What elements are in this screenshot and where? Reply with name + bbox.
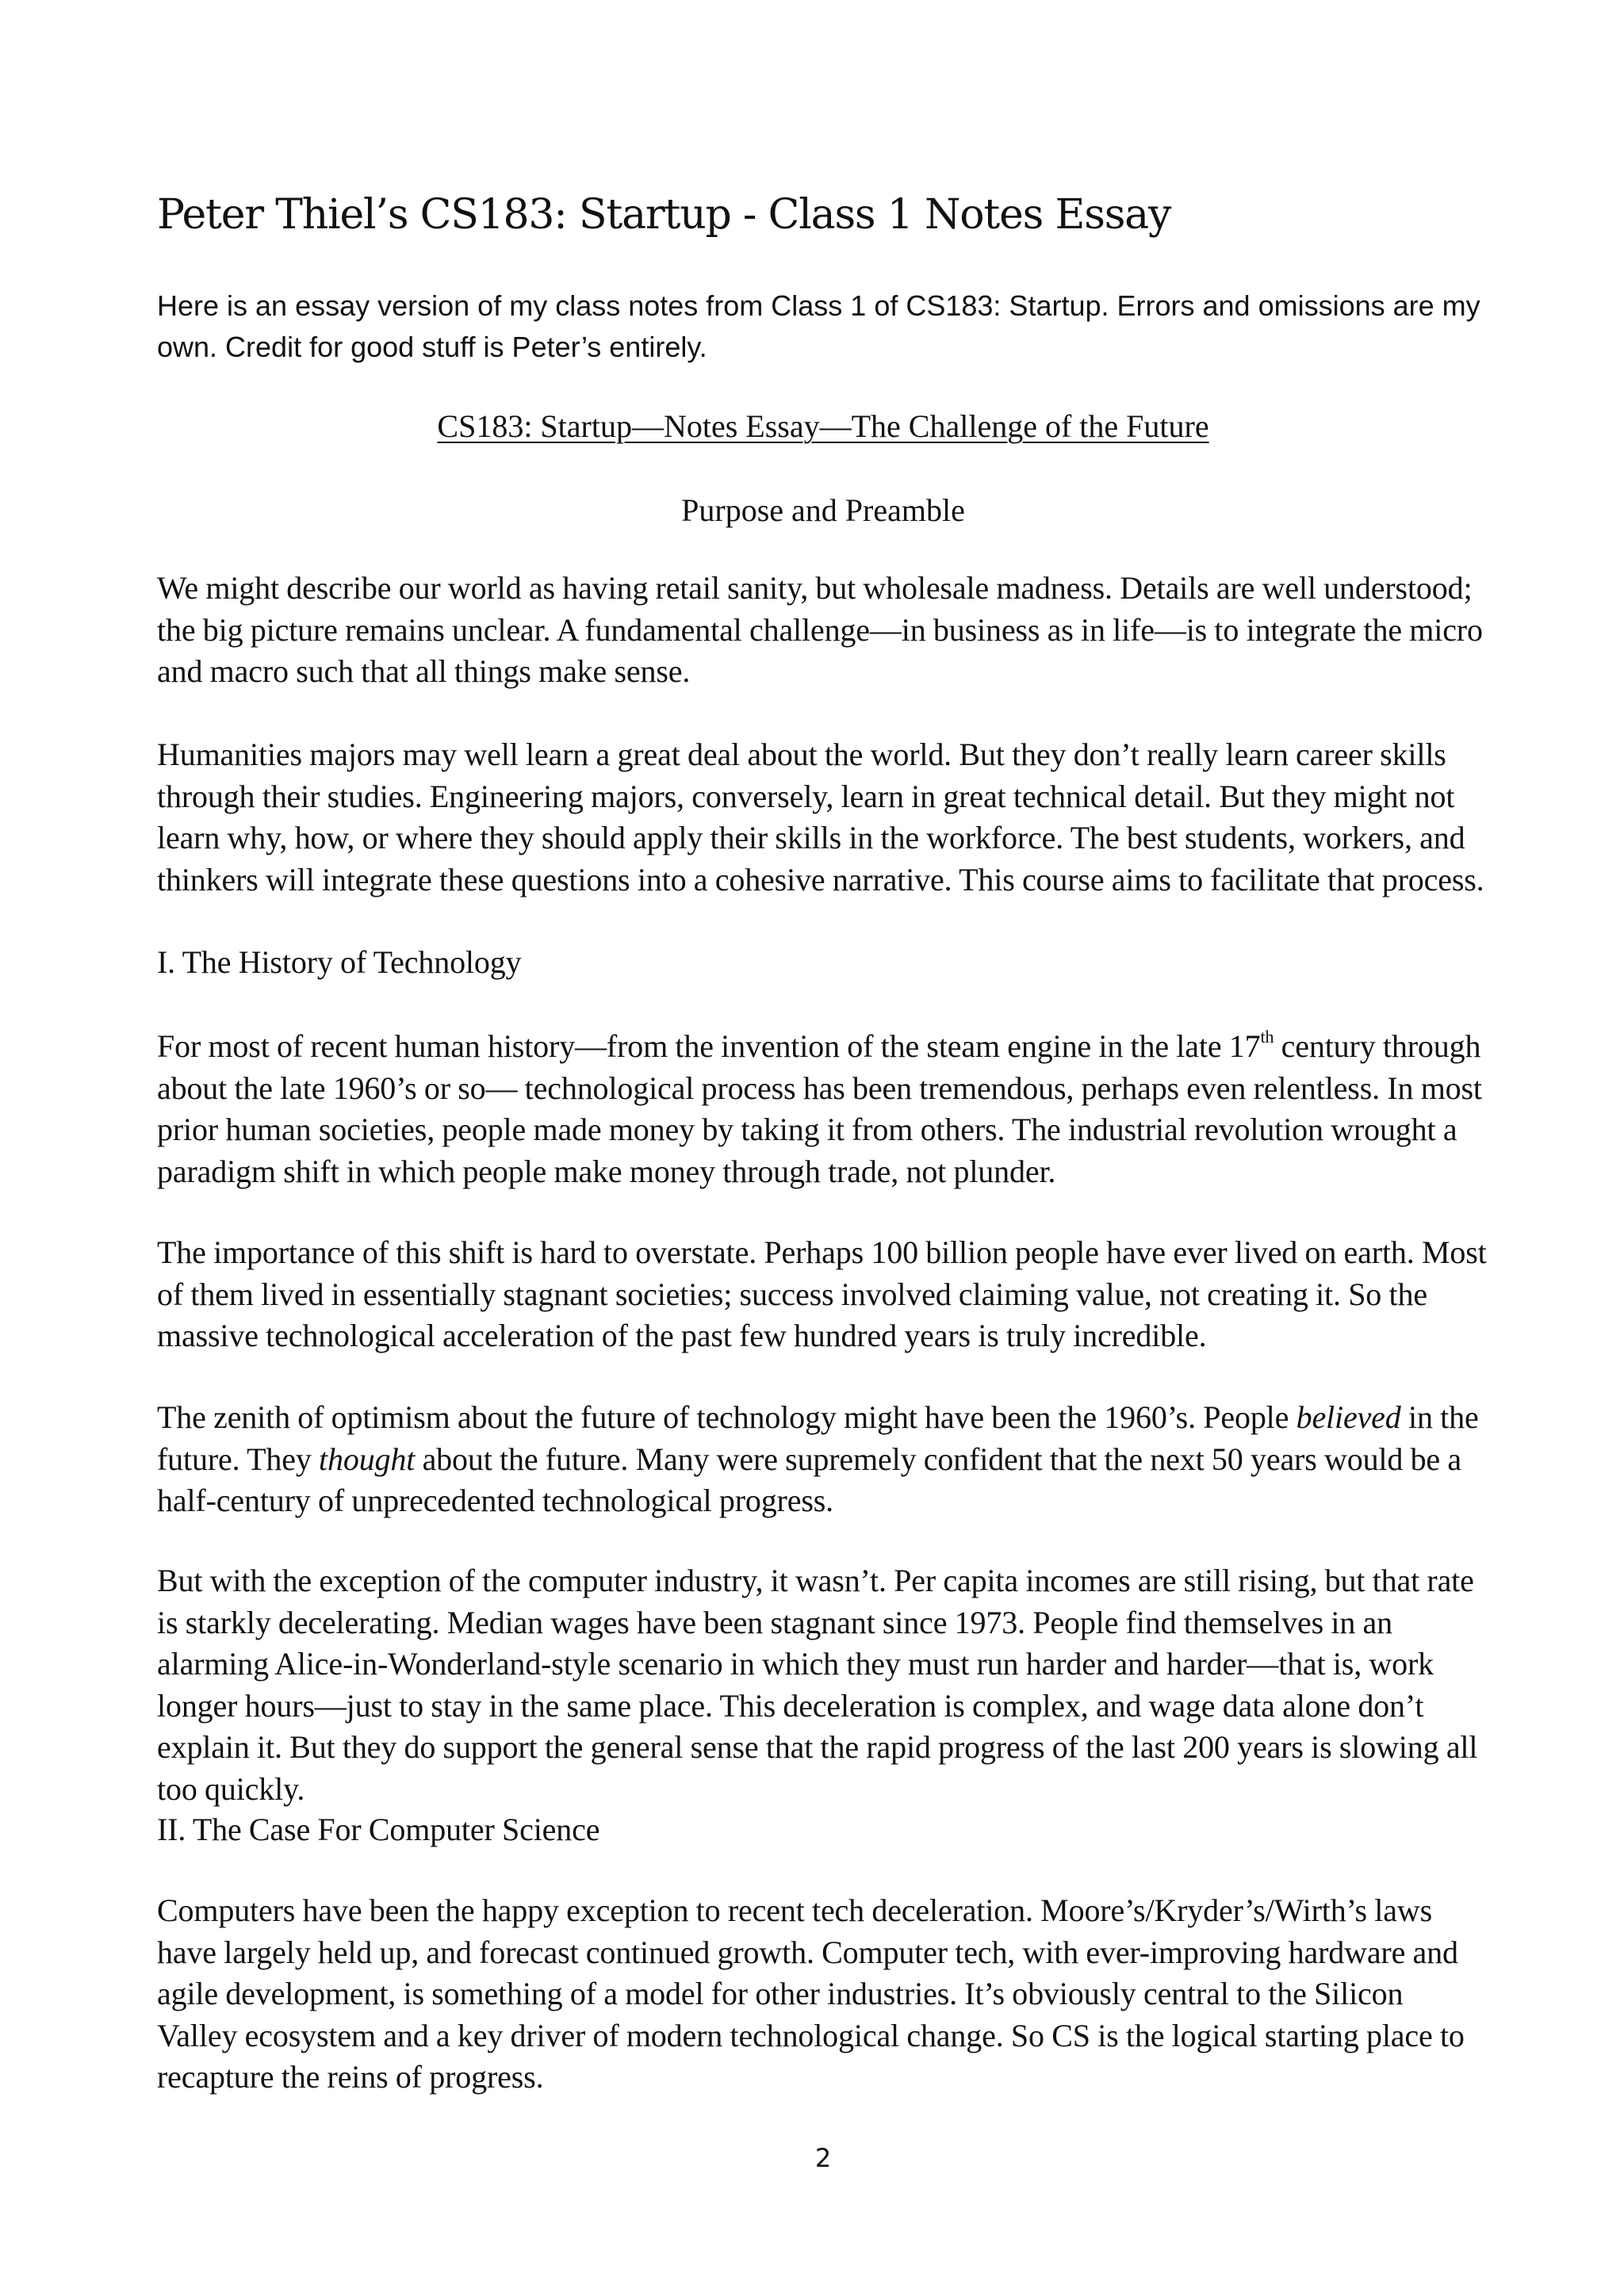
- paragraph-text-part: in the future. They: [157, 1399, 1479, 1477]
- paragraph-computers-happy-exception: [157, 1890, 1489, 2099]
- essay-heading: CS183: Startup—Notes Essay—The Challenge of the Future: [437, 408, 1209, 444]
- paragraph-text-part: about the future. Many were supremely confident that the next 50 years would be a half-century of unprecedented technological progress.: [157, 1441, 1461, 1518]
- superscript-ordinal: th: [1260, 1027, 1274, 1047]
- paragraph-text-part: For most of recent human history—from the invention of the steam engine in the late 17: [157, 1028, 1261, 1064]
- intro-paragraph: Here is an essay version of my class notes from Class 1 of CS183: Startup. Errors and omissions are my own. Credit for good stuff is Peter’s entirely.: [157, 289, 1480, 363]
- page-number: 2: [814, 2143, 832, 2173]
- paragraph-humanities: [157, 734, 1489, 901]
- paragraph-text: Computers have been the happy exception to recent tech deceleration. Moore’s/Kryder’s/Wirth’s laws have largely held up, and forecast continued growth. Computer tech, with ever-improving hardware and agile development, is something of a model for other industries. It’s obviously central to the Silicon Valley ecosystem and a key driver of modern technological change. So CS is the logical starting place to recapture the reins of progress.: [157, 1892, 1465, 2095]
- paragraph-recent-history: [157, 1026, 1489, 1192]
- paragraph-zenith-of-optimism: [157, 1397, 1489, 1522]
- section-heading-text: I. The History of Technology: [157, 944, 522, 980]
- paragraph-text-part: The zenith of optimism about the future of technology might have been the 1960’s. People: [157, 1399, 1297, 1435]
- paragraph-text: [157, 1026, 1489, 1192]
- paragraph-retail-sanity: [157, 568, 1489, 693]
- paragraph-importance-of-shift: [157, 1232, 1489, 1357]
- section-heading-computer-science: [157, 1809, 1489, 1851]
- emphasis-thought: thought: [319, 1441, 416, 1477]
- document-title: Peter Thiel’s CS183: Startup - Class 1 Notes Essay: [157, 191, 1171, 239]
- paragraph-text: The importance of this shift is hard to overstate. Perhaps 100 billion people have ever lived on earth. Most of them lived in essentially stagnant societies; success involved claiming value, not creating it. So the massive technological acceleration of the past few hundred years is truly incredible.: [157, 1234, 1487, 1353]
- paragraph-text: Humanities majors may well learn a great deal about the world. But they don’t really learn career skills through their studies. Engineering majors, conversely, learn in great technical detail. But they might not learn why, how, or where they should apply their skills in the workforce. The best students, workers, and thinkers will integrate these questions into a cohesive narrative. This course aims to facilitate that process.: [157, 737, 1484, 897]
- paragraph-computer-exception: [157, 1560, 1489, 1810]
- emphasis-believed: believed: [1296, 1399, 1401, 1435]
- section-heading-history: [157, 942, 1489, 984]
- paragraph-text: We might describe our world as having retail sanity, but wholesale madness. Details are well understood; the big picture remains unclear. A fundamental challenge—in business as in life—is to integrate the micro and macro such that all things make sense.: [157, 570, 1483, 689]
- section-heading-text: II. The Case For Computer Science: [157, 1812, 600, 1847]
- paragraph-text-part: century through about the late 1960’s or so— technological process has been tremendous, perhaps even relentless. In most prior human societies, people made money by taking it from others. The industrial revolution wrought a paradigm shift in which people make money through trade, not plunder.: [157, 1028, 1482, 1189]
- paragraph-text: But with the exception of the computer industry, it wasn’t. Per capita incomes are still rising, but that rate is starkly decelerating. Median wages have been stagnant since 1973. People find themselves in an alarming Alice-in-Wonderland-style scenario in which they must run harder and harder—that is, work longer hours—just to stay in the same place. This deceleration is complex, and wage data alone don’t explain it. But they do support the general sense that the rapid progress of the last 200 years is slowing all too quickly.: [157, 1563, 1478, 1807]
- preamble-heading: Purpose and Preamble: [681, 492, 965, 528]
- paragraph-text: [157, 1397, 1489, 1522]
